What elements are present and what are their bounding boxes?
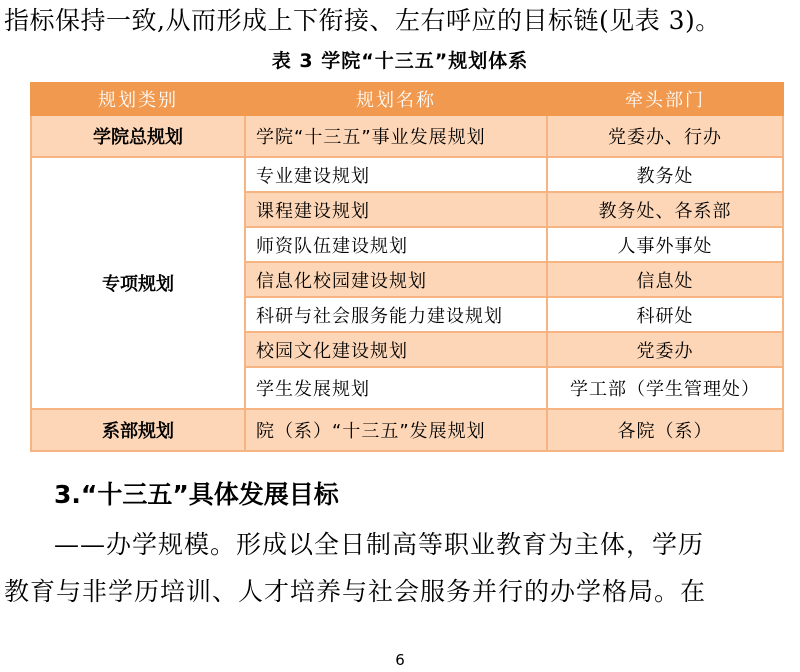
category-cell-merged: 专项规划 [31,157,245,409]
lead-dept-cell: 人事外事处 [547,227,783,262]
plan-name-cell: 学院“十三五”事业发展规划 [245,115,547,157]
plan-name-cell: 专业建设规划 [245,157,547,192]
plan-name-cell: 学生发展规划 [245,367,547,409]
section-heading: 3.“十三五”具体发展目标 [54,480,339,509]
plan-name-cell: 院（系）“十三五”发展规划 [245,409,547,451]
body-paragraph-line-1: ——办学规模。形成以全日制高等职业教育为主体，学历 [54,530,705,559]
category-cell: 学院总规划 [31,115,245,157]
header-lead-dept: 牵头部门 [547,83,783,115]
plan-name-cell: 信息化校园建设规划 [245,262,547,297]
planning-system-table [30,82,784,452]
lead-dept-cell: 党委办 [547,332,783,367]
lead-dept-cell: 教务处 [547,157,783,192]
lead-dept-cell: 教务处、各系部 [547,192,783,227]
plan-name-cell: 课程建设规划 [245,192,547,227]
lead-dept-cell: 党委办、行办 [547,115,783,157]
body-paragraph-line-2: 教育与非学历培训、人才培养与社会服务并行的办学格局。在 [4,577,707,606]
plan-name-cell: 科研与社会服务能力建设规划 [245,297,547,332]
page-number: 6 [395,651,405,669]
lead-dept-cell: 信息处 [547,262,783,297]
table-row [31,157,783,192]
header-category: 规划类别 [31,83,245,115]
table-header-row [31,83,783,115]
header-plan-name: 规划名称 [245,83,547,115]
table-row [31,409,783,451]
body-text-line-top: 指标保持一致,从而形成上下衔接、左右呼应的目标链(见表 3)。 [4,6,721,35]
plan-name-cell: 师资队伍建设规划 [245,227,547,262]
table-row [31,115,783,157]
lead-dept-cell: 各院（系） [547,409,783,451]
lead-dept-cell: 科研处 [547,297,783,332]
table-caption: 表 3 学院“十三五”规划体系 [271,50,529,72]
lead-dept-cell: 学工部（学生管理处） [547,367,783,409]
plan-name-cell: 校园文化建设规划 [245,332,547,367]
category-cell: 系部规划 [31,409,245,451]
